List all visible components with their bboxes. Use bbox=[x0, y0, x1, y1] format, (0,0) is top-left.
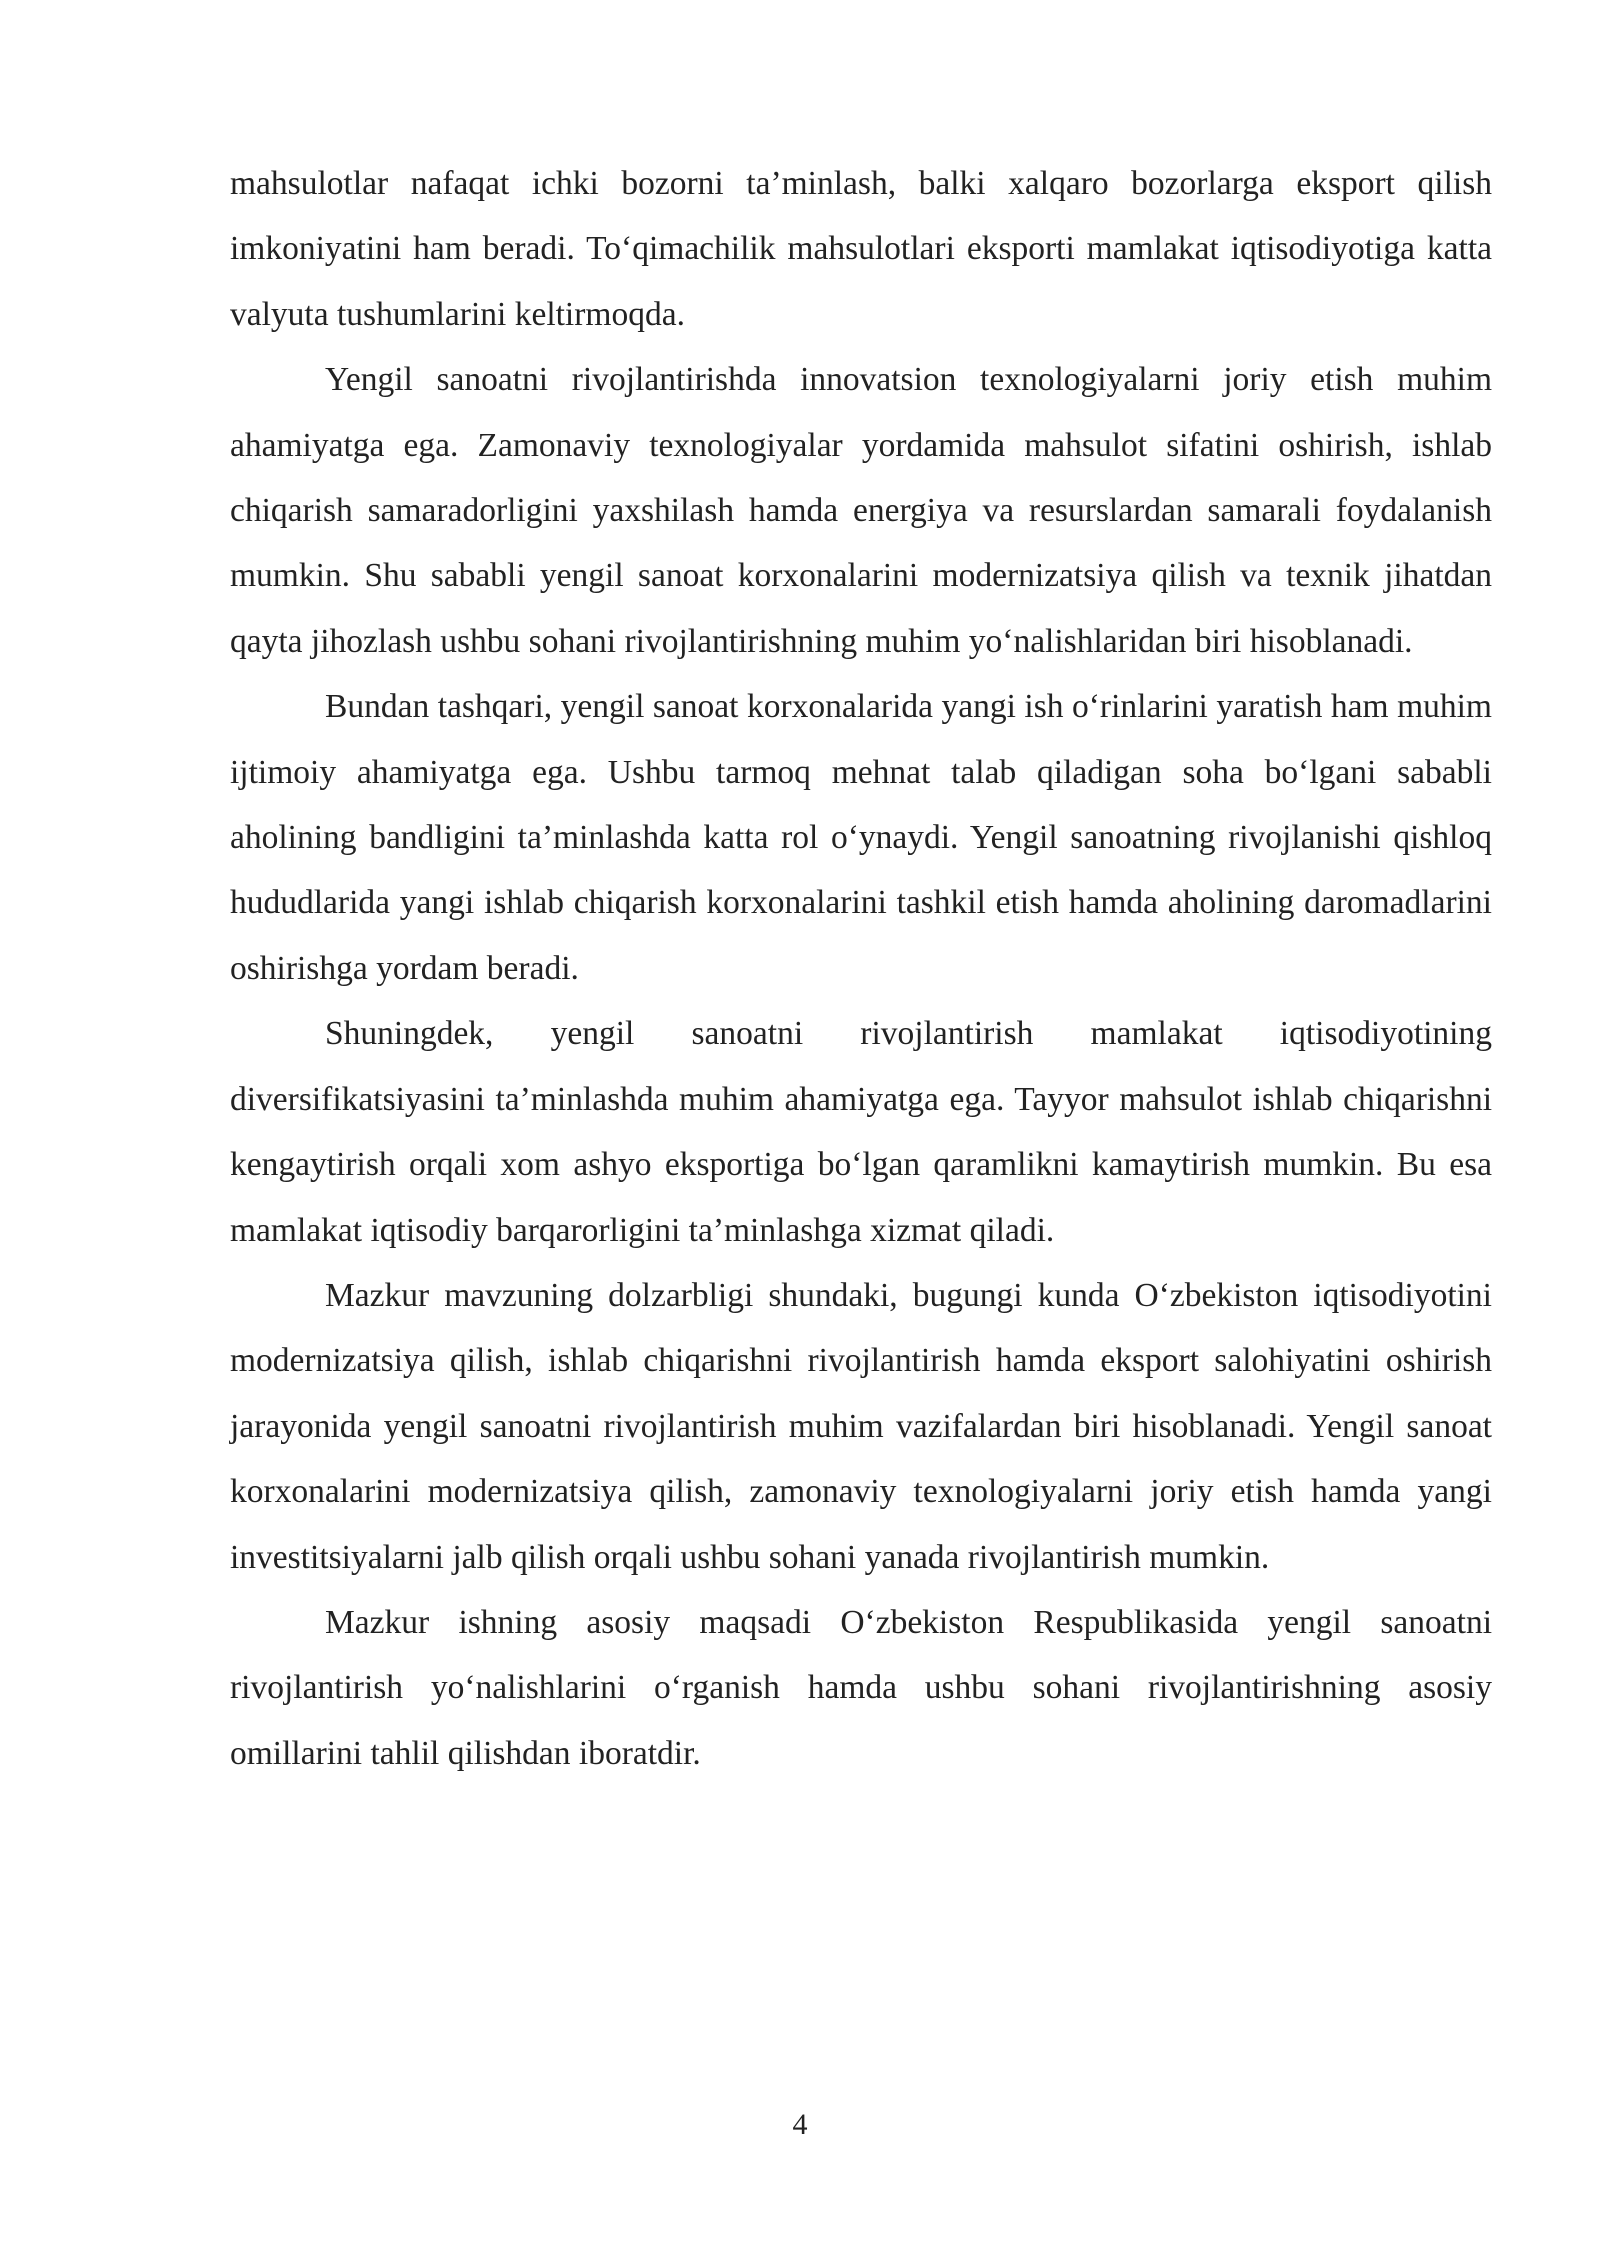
body-text bbox=[230, 151, 1492, 1786]
paragraph-innovation: Yengil sanoatni rivojlantirishda innovatsion texnologiyalarni joriy etish muhim ahamiyatga ega. Zamonaviy texnologiyalar yordamida mahsulot sifatini oshirish, ishlab chiqarish samaradorligini yaxshilash hamda energiya va resurslardan samarali foydalanish mumkin. Shu sababli yengil sanoat korxonalarini modernizatsiya qilish va texnik jihatdan qayta jihozlash ushbu sohani rivojlantirishning muhim yo‘nalishlaridan biri hisoblanadi. bbox=[230, 361, 1492, 660]
paragraph-continuation: mahsulotlar nafaqat ichki bozorni ta’minlash, balki xalqaro bozorlarga eksport qilish imkoniyatini ham beradi. To‘qimachilik mahsulotlari eksporti mamlakat iqtisodiyotiga katta valyuta tushumlarini keltirmoqda. bbox=[230, 165, 1492, 333]
paragraph-diversification: Shuningdek, yengil sanoatni rivojlantirish mamlakat iqtisodiyotining diversifikatsiyasini ta’minlashda muhim ahamiyatga ega. Tayyor mahsulot ishlab chiqarishni kengaytirish orqali xom ashyo eksportiga bo‘lgan qaramlikni kamaytirish mumkin. Bu esa mamlakat iqtisodiy barqarorligini ta’minlashga xizmat qiladi. bbox=[230, 1015, 1492, 1249]
page-number: 4 bbox=[792, 2108, 808, 2141]
paragraph-employment: Bundan tashqari, yengil sanoat korxonalarida yangi ish o‘rinlarini yaratish ham muhim ijtimoiy ahamiyatga ega. Ushbu tarmoq mehnat talab qiladigan soha bo‘lgani sababli aholining bandligini ta’minlashda katta rol o‘ynaydi. Yengil sanoatning rivojlanishi qishloq hududlarida yangi ishlab chiqarish korxonalarini tashkil etish hamda aholining daromadlarini oshirishga yordam beradi. bbox=[230, 688, 1492, 987]
paragraph-goal: Mazkur ishning asosiy maqsadi O‘zbekiston Respublikasida yengil sanoatni rivojlantirish yo‘nalishlarini o‘rganish hamda ushbu sohani rivojlantirishning asosiy omillarini tahlil qilishdan iboratdir. bbox=[230, 1603, 1492, 1772]
paragraph-relevance: Mazkur mavzuning dolzarbligi shundaki, bugungi kunda O‘zbekiston iqtisodiyotini modernizatsiya qilish, ishlab chiqarishni rivojlantirish hamda eksport salohiyatini oshirish jarayonida yengil sanoatni rivojlantirish muhim vazifalardan biri hisoblanadi. Yengil sanoat korxonalarini modernizatsiya qilish, zamonaviy texnologiyalarni joriy etish hamda yangi investitsiyalarni jalb qilish orqali ushbu sohani yanada rivojlantirish mumkin. bbox=[230, 1276, 1492, 1576]
